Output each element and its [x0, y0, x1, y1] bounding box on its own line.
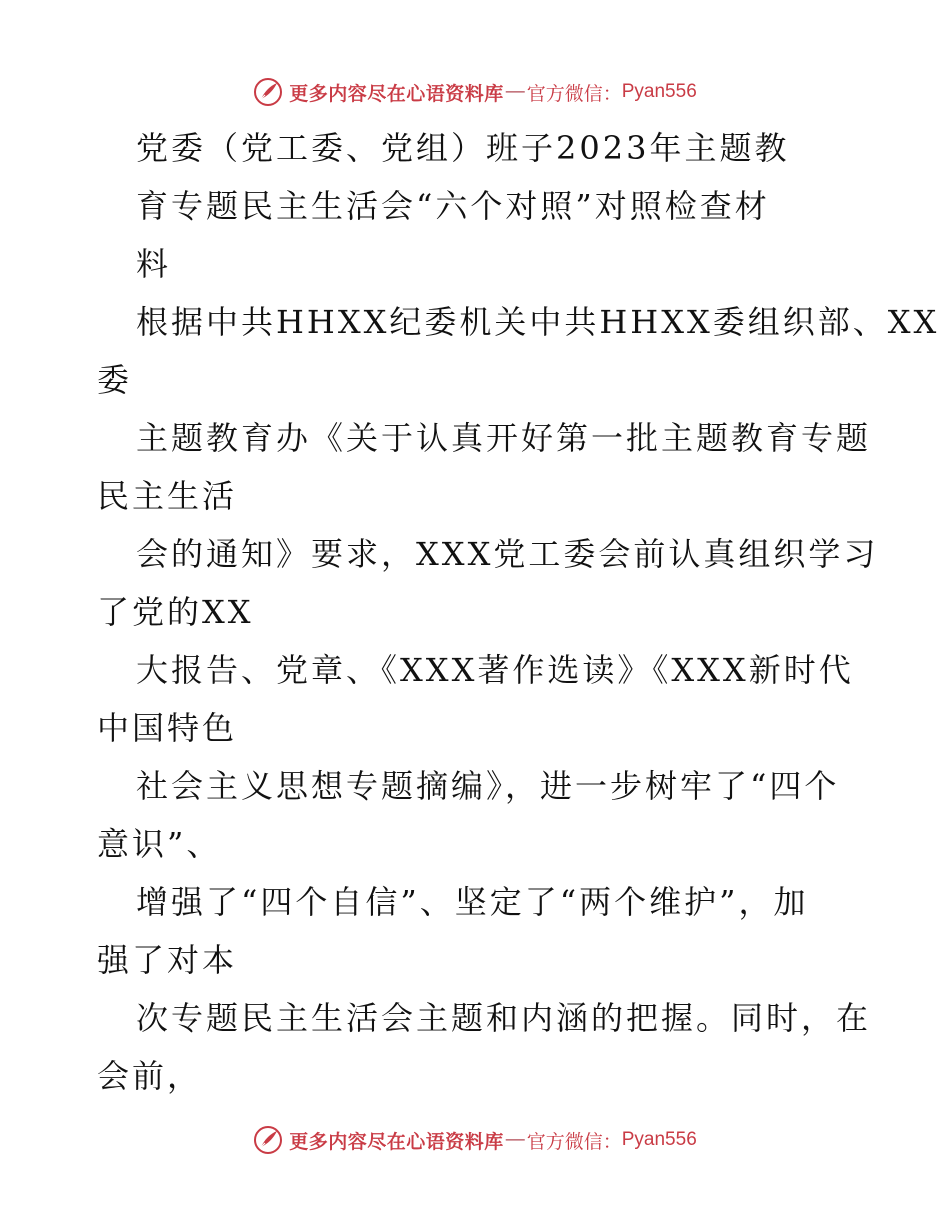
- paragraph-line: 了党的XX: [97, 593, 254, 631]
- watermark-wechat-label: 官方微信：: [526, 1130, 622, 1153]
- paragraph-line: 次专题民主生活会主题和内涵的把握。同时，在: [136, 999, 872, 1037]
- watermark-wechat-id: Pyan556: [621, 81, 697, 102]
- paragraph-line: 委: [97, 361, 133, 399]
- paragraph-line: 意识”、: [97, 825, 222, 863]
- paragraph-line: 社会主义思想专题摘编》，进一步树牢了“四个: [136, 767, 840, 805]
- feather-pen-logo-icon: [253, 1125, 283, 1155]
- footer-watermark: [0, 1120, 950, 1160]
- paragraph-line: 会前，: [97, 1057, 203, 1095]
- header-watermark: [0, 72, 950, 112]
- paragraph-line: 中国特色: [97, 709, 238, 747]
- paragraph-line: 根据中共HHXX纪委机关中共HHXX委组织部、XX: [136, 303, 940, 341]
- paragraph-line: 会的通知》要求，XXX党工委会前认真组织学习: [136, 535, 879, 573]
- watermark-separator: —: [505, 81, 525, 102]
- title-line-3: 料: [136, 245, 172, 283]
- paragraph-line: 增强了“四个自信”、坚定了“两个维护”，加: [136, 883, 809, 921]
- watermark-separator: —: [505, 1129, 525, 1150]
- watermark-wechat-label: 官方微信：: [526, 82, 622, 105]
- title-line-2: 育专题民主生活会“六个对照”对照检查材: [136, 187, 770, 225]
- paragraph-line: 大报告、党章、《XXX著作选读》《XXX新时代: [136, 651, 854, 689]
- paragraph-line: 主题教育办《关于认真开好第一批主题教育专题: [136, 419, 872, 457]
- paragraph-line: 民主生活: [97, 477, 238, 515]
- paragraph-line: 强了对本: [97, 941, 238, 979]
- title-line-1: 党委（党工委、党组）班子2023年主题教: [136, 129, 790, 167]
- feather-pen-logo-icon: [253, 77, 283, 107]
- watermark-brand-text: 更多内容尽在心语资料库: [289, 82, 504, 105]
- watermark-wechat-id: Pyan556: [621, 1129, 697, 1150]
- watermark-brand-text: 更多内容尽在心语资料库: [289, 1130, 504, 1153]
